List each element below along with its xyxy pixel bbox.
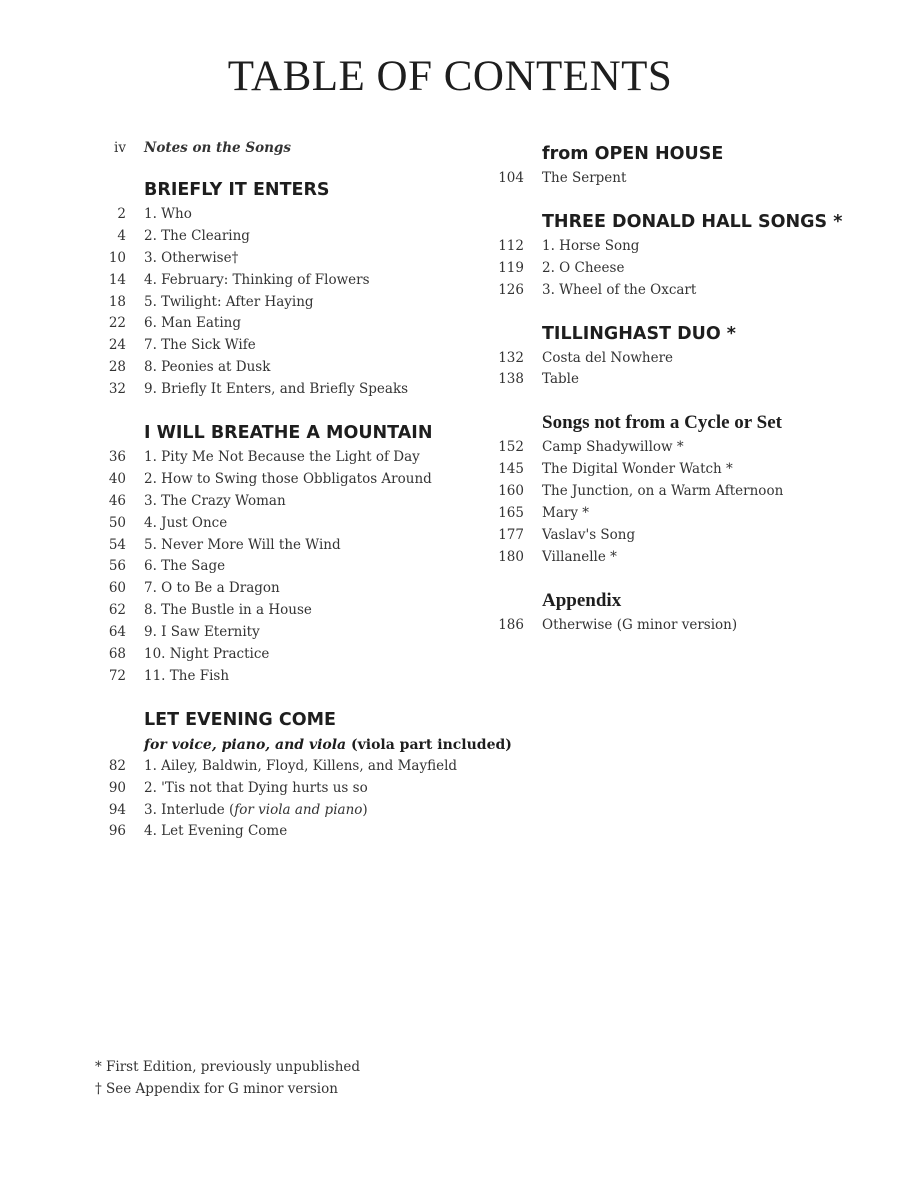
entry-title-text: 8. The Bustle in a House	[144, 602, 312, 619]
entry-title-text: 1. Pity Me Not Because the Light of Day	[144, 449, 420, 466]
entry-title	[542, 348, 673, 370]
entry-page: 90	[108, 779, 126, 796]
toc-section	[494, 409, 894, 568]
toc-entry	[494, 280, 894, 302]
entry-title	[144, 204, 192, 226]
entry-title-italic: for viola and piano	[234, 801, 363, 818]
entry-title	[542, 547, 617, 569]
entry-title-text: 7. O to Be a Dragon	[144, 580, 280, 597]
section-title: LET EVENING COME	[144, 709, 336, 730]
entry-title	[144, 313, 241, 335]
toc-section	[494, 208, 894, 302]
entry-title-text: The Serpent	[542, 170, 627, 186]
entry-title	[144, 556, 225, 578]
toc-entry	[494, 168, 894, 190]
entry-page: 180	[498, 548, 524, 565]
toc-entry	[96, 313, 496, 335]
entry-title	[144, 666, 229, 688]
entry-title	[542, 525, 635, 547]
section-title: Songs not from a Cycle or Set	[542, 412, 782, 434]
entry-page: 138	[498, 371, 524, 388]
section-title: THREE DONALD HALL SONGS *	[542, 211, 843, 232]
entry-title	[144, 578, 280, 600]
right-column	[494, 140, 894, 655]
toc-entry	[494, 348, 894, 370]
entry-page: 4	[117, 227, 126, 244]
entry-title	[144, 513, 227, 535]
entry-title-text: Camp Shadywillow *	[542, 439, 684, 456]
toc-entry	[96, 535, 496, 557]
entry-title-text: 5. Never More Will the Wind	[144, 536, 341, 553]
subtitle-plain: (viola part included)	[346, 736, 512, 753]
entry-page: 60	[108, 580, 126, 597]
toc-entry	[96, 447, 496, 469]
section-title: Appendix	[542, 589, 622, 611]
entry-title-after: )	[362, 801, 368, 818]
toc-section	[96, 419, 496, 688]
toc-section	[96, 706, 512, 844]
entry-title-text: 2. O Cheese	[542, 259, 625, 276]
toc-entry	[96, 666, 496, 688]
section-title: BRIEFLY IT ENTERS	[144, 180, 330, 200]
entry-page: 82	[108, 757, 126, 774]
entry-title-text: 7. The Sick Wife	[144, 337, 256, 354]
entry-title-text: The Digital Wonder Watch *	[542, 461, 733, 478]
entry-title	[144, 292, 314, 314]
entry-title-text: 9. Briefly It Enters, and Briefly Speaks	[144, 381, 409, 398]
entry-title-text: 3. Interlude (	[144, 801, 235, 818]
toc-entry	[96, 379, 496, 401]
entry-page: 28	[108, 359, 126, 376]
entry-page: 14	[108, 271, 126, 288]
toc-entry	[96, 644, 496, 666]
entry-page: 160	[498, 483, 524, 500]
toc-entry	[494, 437, 894, 459]
entry-title-text: 6. Man Eating	[144, 315, 242, 332]
entry-title	[144, 357, 270, 379]
toc-entry	[96, 778, 496, 800]
entry-page: 132	[498, 349, 524, 366]
entry-title-text: 4. February: Thinking of Flowers	[144, 271, 370, 288]
entry-title-text: Villanelle *	[542, 548, 617, 565]
entry-page: iv	[114, 140, 126, 156]
entry-title	[144, 622, 260, 644]
entry-page: 56	[108, 558, 126, 575]
entry-title-text: 1. Horse Song	[542, 237, 640, 254]
entry-title	[144, 778, 368, 800]
entry-page: 54	[108, 536, 126, 553]
entry-title-text: 4. Let Evening Come	[144, 823, 288, 840]
toc-entry	[96, 513, 496, 535]
entry-title	[144, 447, 420, 469]
toc-section	[96, 176, 496, 401]
section-title: from OPEN HOUSE	[542, 144, 724, 164]
entry-page: 186	[498, 616, 524, 633]
entry-title-text: Otherwise (G minor version)	[542, 616, 738, 633]
section-subtitle	[144, 734, 512, 756]
entry-page: 10	[108, 249, 126, 266]
toc-entry	[96, 204, 496, 226]
entry-page: 2	[117, 206, 126, 222]
entry-title-text: 11. The Fish	[144, 667, 230, 684]
entry-title-text: Table	[542, 371, 579, 388]
entry-title-text: Mary *	[542, 505, 589, 522]
entry-page: 46	[108, 492, 126, 509]
toc-entry	[96, 248, 496, 270]
entry-title-text: 3. The Crazy Woman	[144, 492, 286, 509]
entry-title	[542, 369, 579, 391]
entry-title	[144, 491, 286, 513]
toc-entry	[494, 481, 894, 503]
entry-title	[542, 280, 696, 302]
entry-title	[144, 600, 312, 622]
entry-page: 177	[498, 526, 524, 543]
entry-title	[144, 226, 250, 248]
entry-page: 126	[498, 281, 524, 298]
entry-page: 104	[498, 170, 524, 186]
entry-title-text: 4. Just Once	[144, 514, 228, 531]
toc-entry	[96, 556, 496, 578]
entry-title	[542, 481, 783, 503]
entry-page: 94	[108, 801, 126, 818]
entry-page: 68	[108, 646, 126, 663]
entry-title-text: 1. Ailey, Baldwin, Floyd, Killens, and Mayfield	[144, 757, 458, 774]
entry-title	[144, 270, 370, 292]
footnote: * First Edition, previously unpublished	[95, 1059, 361, 1075]
entry-title-text: 2. The Clearing	[144, 227, 250, 244]
entry-title: Notes on the Songs	[144, 140, 291, 156]
entry-page: 22	[108, 315, 126, 332]
subtitle-italic: for voice, piano, and viola	[144, 736, 347, 753]
toc-section	[494, 587, 894, 637]
toc-entry	[494, 547, 894, 569]
toc-section	[494, 140, 894, 190]
toc-entry	[494, 503, 894, 525]
footnotes	[95, 1056, 360, 1100]
entry-title	[144, 756, 457, 778]
entry-page: 72	[108, 667, 126, 684]
entry-title	[542, 236, 639, 258]
right-sections	[494, 140, 894, 637]
toc-entry	[96, 578, 496, 600]
entry-page: 64	[108, 624, 126, 641]
entry-title-text: 3. Wheel of the Oxcart	[542, 281, 697, 298]
toc-entry	[96, 292, 496, 314]
toc-entry	[494, 615, 894, 637]
entry-title-text: Costa del Nowhere	[542, 349, 674, 366]
entry-title	[144, 379, 408, 401]
toc-entry	[96, 270, 496, 292]
entry-page: 152	[498, 439, 524, 456]
toc-entry	[96, 357, 496, 379]
section-title: I WILL BREATHE A MOUNTAIN	[144, 423, 433, 444]
entry-title	[542, 258, 624, 280]
toc-entry	[96, 226, 496, 248]
entry-page: 96	[108, 823, 126, 840]
entry-title	[542, 615, 737, 637]
entry-title	[542, 503, 589, 525]
toc-entry	[96, 800, 496, 822]
toc-entry	[96, 600, 496, 622]
toc-entry	[96, 491, 496, 513]
entry-page: 32	[108, 381, 126, 398]
entry-title	[144, 644, 269, 666]
entry-title	[542, 437, 684, 459]
entry-page: 165	[498, 505, 524, 522]
entry-title-text: 3. Otherwise†	[144, 249, 239, 266]
toc-entry	[494, 258, 894, 280]
entry-title-text: Vaslav's Song	[542, 526, 636, 543]
toc-entry	[96, 622, 496, 644]
section-title: TILLINGHAST DUO *	[542, 323, 736, 344]
entry-page: 18	[108, 293, 126, 310]
entry-title-text: 1. Who	[144, 206, 192, 222]
entry-page: 62	[108, 602, 126, 619]
entry-page: 50	[108, 514, 126, 531]
entry-title-text: 5. Twilight: After Haying	[144, 293, 314, 310]
entry-page: 36	[108, 449, 126, 466]
entry-title	[542, 459, 733, 481]
toc-entry	[96, 335, 496, 357]
entry-title	[144, 469, 432, 491]
toc-entry	[494, 525, 894, 547]
entry-page: 119	[498, 259, 524, 276]
entry-title-text: 2. 'Tis not that Dying hurts us so	[144, 779, 368, 796]
notes-entry	[96, 140, 496, 162]
toc-entry	[96, 756, 496, 778]
toc-entry	[494, 236, 894, 258]
entry-title-text: 2. How to Swing those Obbligatos Around	[144, 470, 432, 487]
entry-title-text: 9. I Saw Eternity	[144, 624, 260, 641]
entry-title	[542, 168, 626, 190]
entry-title	[144, 535, 341, 557]
entry-title-text: 6. The Sage	[144, 558, 226, 575]
toc-entry	[494, 369, 894, 391]
entry-title-text: 10. Night Practice	[144, 646, 270, 663]
entry-title	[144, 800, 368, 822]
page-title: TABLE OF CONTENTS	[227, 53, 673, 100]
entry-page: 40	[108, 470, 126, 487]
entry-page: 112	[498, 237, 524, 254]
entry-title	[144, 248, 238, 270]
entry-title	[144, 335, 256, 357]
entry-title	[144, 821, 287, 843]
entry-title-text: The Junction, on a Warm Afternoon	[542, 483, 784, 500]
footnote: † See Appendix for G minor version	[95, 1081, 338, 1097]
entry-page: 24	[108, 337, 126, 354]
toc-entry	[494, 459, 894, 481]
toc-section	[494, 320, 894, 392]
entry-page: 145	[498, 461, 524, 478]
entry-title-text: 8. Peonies at Dusk	[144, 359, 271, 376]
toc-entry	[96, 469, 496, 491]
toc-entry	[96, 821, 496, 843]
